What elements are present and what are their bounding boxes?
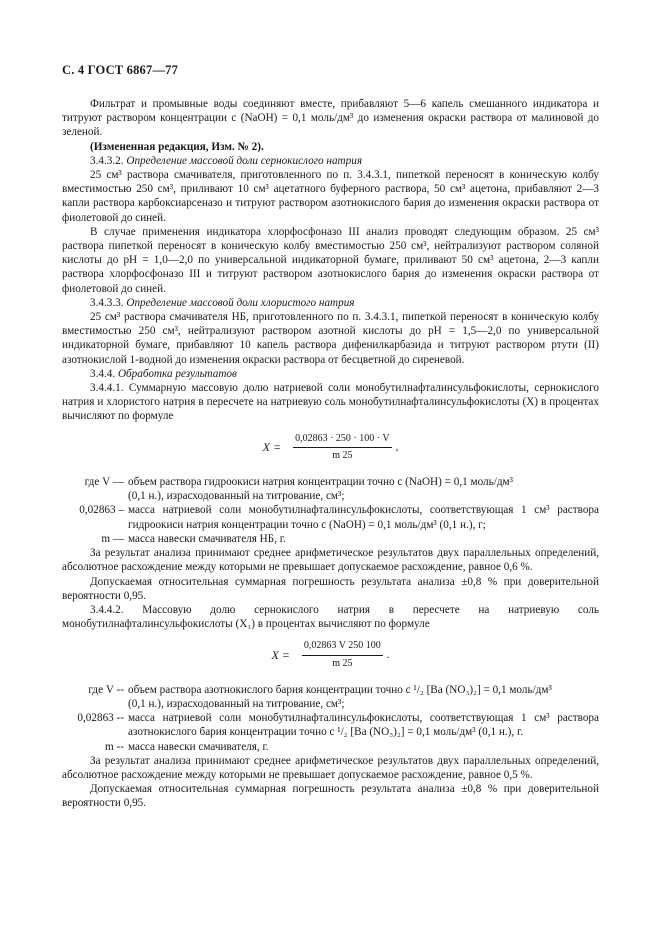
- formula-sulfate-fraction: [62, 639, 599, 670]
- definition-text: объем раствора азотнокислого бария концентрации точно c ¹/₂ [Ba (NO₃)₂] = 0,1 моль/дм³: [128, 683, 552, 696]
- definition-symbol: 0,02863 --: [77, 712, 124, 725]
- paragraph-chloride-method: 25 см³ раствора смачивателя НБ, приготовленного по п. 3.4.3.1, пипеткой переносят в коническую колбу вместимостью 250 см³, нейтрализуют раствором азотной кислоты до pH = 1,5—2,0 по универсальной индикаторной бумаге, прибавляют 10 капель раствора дифенилкарбазида и титруют раствором ртути (II) азотнокислой 1-водной до изменения окраски раствора от бесцветной до сиреневой.: [62, 311, 599, 366]
- formula-denominator: m 25: [332, 449, 353, 461]
- definitions-formula-2: [62, 683, 599, 754]
- definition-text: масса навески смачивателя, г.: [128, 740, 269, 753]
- definition-symbol: m --: [105, 740, 124, 753]
- document-body: [62, 97, 599, 811]
- section-heading-3-4-4: [62, 367, 599, 381]
- paragraph-sulfate-fraction: 3.4.4.2. Массовую долю сернокислого натрия в пересчете на натриевую соль монобутилнафталинсульфокислоты (X₁) в процентах вычисляют по формуле: [62, 603, 599, 631]
- definition-row: [62, 740, 599, 754]
- formula-punct: ,: [395, 441, 399, 454]
- paragraph-result-rule-2: За результат анализа принимают среднее арифметическое результатов двух параллельных определений, абсолютное расхождение между которыми не превышает допускаемое расхождение, равное 0,5 %.: [62, 754, 599, 781]
- paragraph-total-fraction: 3.4.4.1. Суммарную массовую долю натриевой соли монобутилнафталинсульфокислоты, сернокислого натрия и хлористого натрия в пересчете на натриевую соль монобутилнафталинсульфокислоты (X) в процентах вычисляют по формуле: [62, 382, 599, 423]
- definition-text: масса натриевой соли монобутилнафталинсульфокислоты, соответствующая 1 см³ раствора азотнокислого бария концентрации точно c ¹/₂ [Ba (NO₃)₂] = 0,1 моль/дм³ (0,1 н.), г.: [128, 712, 599, 739]
- definition-text: (0,1 н.), израсходованный на титрование, см³;: [128, 697, 345, 710]
- formula-lhs: X =: [271, 647, 290, 662]
- definition-symbol: где V --: [88, 683, 124, 696]
- paragraph-indicator-alt: В случае применения индикатора хлорфосфоназо III анализ проводят следующим образом. 25 см³ раствора пипеткой переносят в коническую колбу вместимостью 250 см³, нейтрализуют раствором соляной кислоты до pH = 1,0—2,0 по универсальной индикаторной бумаге, приливают 50 см³ ацетона, 2—3 капли раствора хлорфосфоназо III и титруют раствором азотнокислого бария до изменения окраски раствора от фиолетовой до синей.: [62, 225, 599, 295]
- definition-row: [62, 489, 599, 503]
- definition-text: масса навески смачивателя НБ, г.: [128, 532, 286, 545]
- page-header: С. 4 ГОСТ 6867—77: [62, 63, 179, 77]
- definition-text: масса натриевой соли монобутилнафталинсульфокислоты, соответствующая 1 см³ раствора гидроокиси натрия концентрации точно c (NaOH) = 0,1 моль/дм³ (0,1 н.), г;: [128, 504, 599, 531]
- definition-row: [62, 711, 599, 739]
- section-title: Определение массовой доли сернокислого натрия: [126, 154, 363, 167]
- revision-note: (Измененная редакция, Изм. № 2).: [90, 140, 264, 153]
- formula-total-fraction: [62, 432, 599, 463]
- definition-symbol: где V —: [84, 476, 124, 489]
- definitions-formula-1: [62, 475, 599, 546]
- definition-row: [62, 532, 599, 546]
- formula-fraction: [293, 432, 392, 463]
- paragraph-error-rule: Допускаемая относительная суммарная погрешность результата анализа ±0,8 % при доверительной вероятности 0,95.: [62, 575, 599, 602]
- section-number: 3.4.3.2.: [90, 154, 124, 167]
- paragraph-error-rule-2: Допускаемая относительная суммарная погрешность результата анализа ±0,8 % при доверительной вероятности 0,95.: [62, 783, 599, 810]
- section-number: 3.4.4.: [90, 367, 116, 380]
- definition-symbol: 0,02863 –: [79, 504, 124, 517]
- formula-denominator: m 25: [332, 657, 353, 669]
- formula-punct: .: [386, 648, 390, 661]
- formula-numerator: 0,02863 V 250 100: [302, 639, 383, 655]
- paragraph-filtrate: Фильтрат и промывные воды соединяют вместе, прибавляют 5—6 капель смешанного индикатора и титруют раствором концентрации c (NaOH) = 0,1 моль/дм³ до изменения окраски раствора от малиновой до зеленой.: [62, 98, 599, 139]
- formula-fraction: [302, 639, 383, 670]
- definition-text: объем раствора гидроокиси натрия концентрации точно c (NaOH) = 0,1 моль/дм³: [128, 476, 513, 489]
- section-title: Обработка результатов: [117, 367, 237, 380]
- formula-numerator: 0,02863 · 250 · 100 · V: [293, 432, 392, 448]
- definition-symbol: m —: [101, 532, 124, 545]
- paragraph-sulfate-method: 25 см³ раствора смачивателя, приготовленного по п. 3.4.3.1, пипеткой переносят в коническую колбу вместимостью 250 см³, приливают 10 см³ ацетатного буферного раствора, 50 см³ ацетона, прибавляют 2—3 капли раствора карбоксиарсеназо и титруют раствором азотнокислого бария до изменения окраски раствора от фиолетовой до синей.: [62, 169, 599, 224]
- section-number: 3.4.3.3.: [90, 296, 124, 309]
- definition-text: (0,1 н.), израсходованный на титрование, см³;: [128, 490, 345, 503]
- section-title: Определение массовой доли хлористого натрия: [126, 296, 355, 309]
- definition-row: [62, 503, 599, 531]
- definition-row: [62, 475, 599, 489]
- definition-symbol: [62, 489, 128, 503]
- section-heading-3-4-3-3: [62, 296, 599, 310]
- definition-row: [62, 683, 599, 697]
- definition-symbol: [62, 697, 128, 711]
- paragraph-result-rule: За результат анализа принимают среднее арифметическое результатов двух параллельных определений, абсолютное расхождение между которыми не превышает допускаемое расхождение, равное 0,6 %.: [62, 547, 599, 574]
- formula-lhs: X =: [262, 440, 282, 455]
- section-heading-3-4-3-2: [62, 154, 599, 168]
- definition-row: [62, 697, 599, 711]
